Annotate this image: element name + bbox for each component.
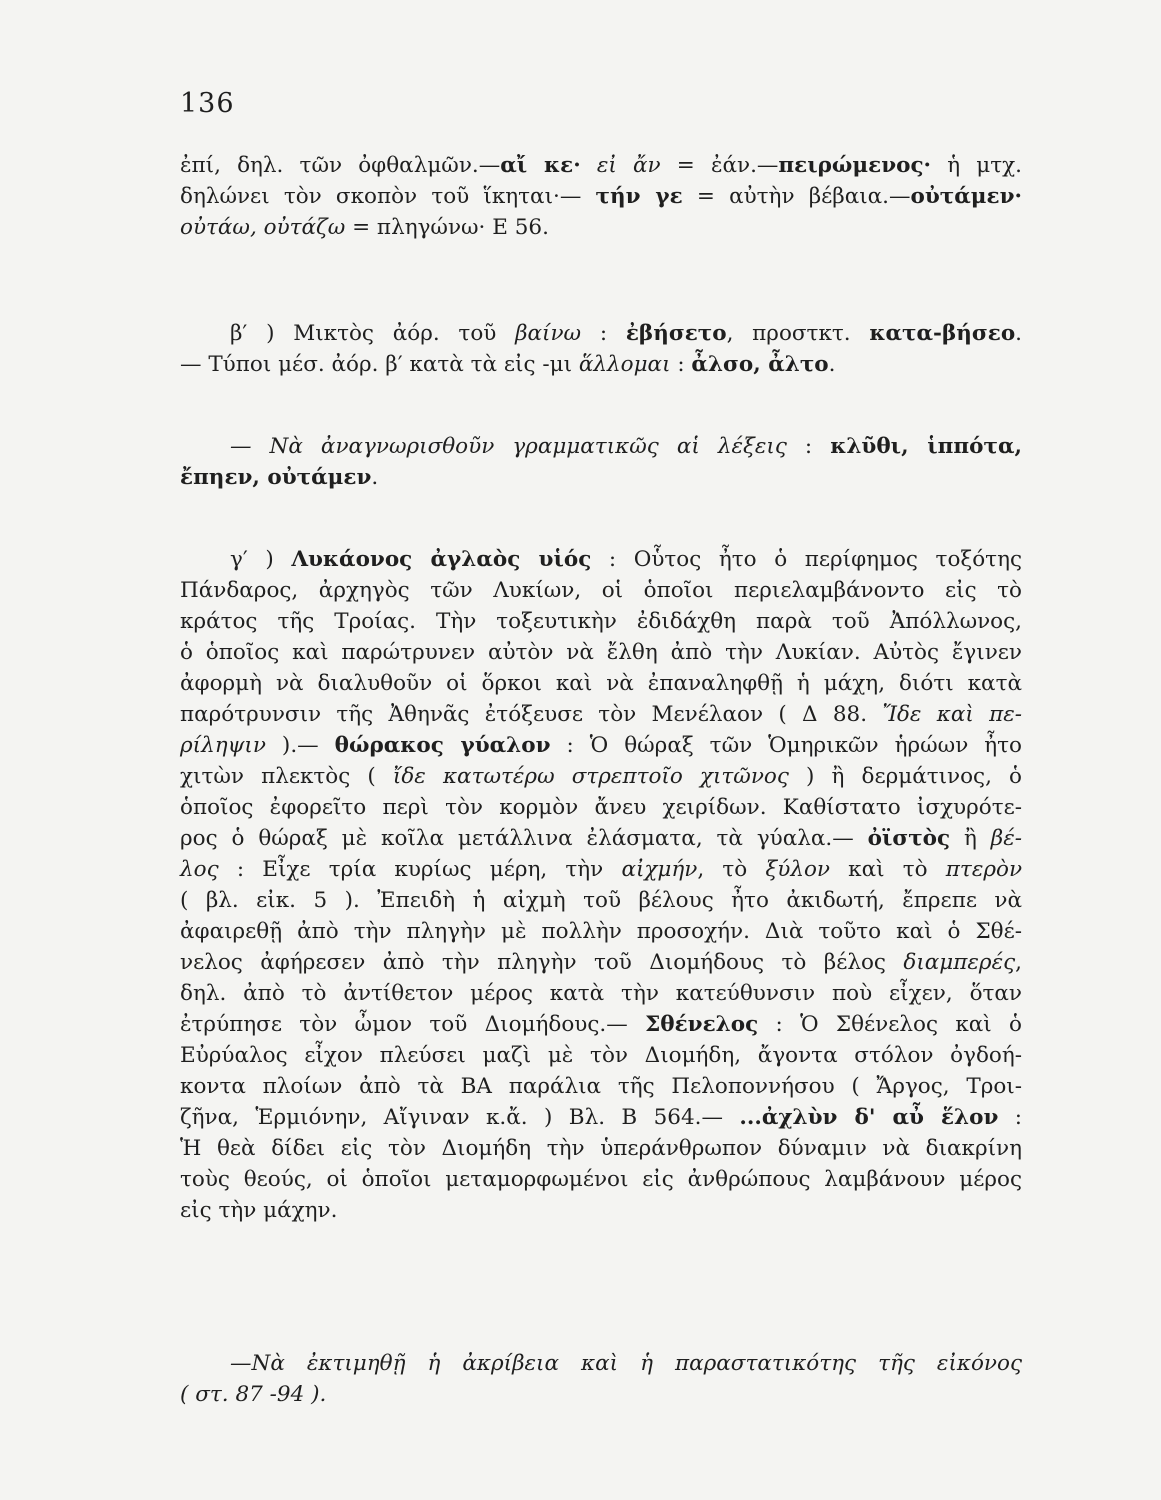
bold-term: οὐτάμεν· [910,184,1022,209]
bold-term: κλῦθι, ἱππότα, [830,434,1022,459]
paragraph-5-exercise [180,1348,1022,1410]
text-run: ἐτρύπησε τὸν ὦμον τοῦ Διομήδους.— [180,1012,646,1037]
bold-term: κατα-βήσεο [869,321,1016,346]
italic-text: πτερὸν [945,857,1023,882]
text-run: ).— [265,733,335,758]
text-run: κράτος τῆς Τροίας. Τὴν τοξευτικὴν ἐδιδάχθη παρὰ τοῦ Ἀπόλλωνος, [180,609,1022,634]
text-run: Εὐρύαλος εἶχον πλεύσει μαζὶ μὲ τὸν Διομήδη, ἄγοντα στόλον ὀγδοή- [180,1043,1022,1068]
text-run: , προστκτ. [726,321,870,346]
italic-text: —Νὰ ἐκτιμηθῇ ἡ ἀκρίβεια καὶ ἡ παραστατικότης τῆς εἰκόνος [230,1351,1022,1376]
text-line [180,1040,1022,1071]
page-number: 136 [180,88,235,119]
text-line [180,854,1022,885]
text-run: νελος ἀφήρεσεν ἀπὸ τὴν πληγὴν τοῦ Διομήδους τὸ βέλος [180,950,904,975]
text-line [180,431,1022,462]
text-run: . [828,352,836,377]
italic-text: ρίληψιν [180,733,266,758]
bold-term: θώρακος γύαλον [334,733,551,758]
text-run: τοὺς θεούς, οἱ ὁποῖοι μεταμορφωμένοι εἰς ἀνθρώπους λαμβάνουν μέρος [180,1167,1022,1192]
text-run: καὶ τὸ [829,857,946,882]
italic-text: ξύλον [765,857,830,882]
text-run: κοντα πλοίων ἀπὸ τὰ ΒΑ παράλια τῆς Πελοποννήσου ( Ἄργος, Τροι- [180,1074,1022,1099]
text-run: γ′ ) [230,547,292,572]
text-run: : Ὁ θώραξ τῶν Ὁμηρικῶν ἡρώων ἦτο [550,733,1022,758]
paragraph-2-mixed-aorist [180,318,1022,380]
italic-text: βαίνω [515,321,582,346]
text-run: , [1015,950,1022,975]
italic-text: εἰ ἄν [596,153,661,178]
text-run: ζῆνα, Ἑρμιόνην, Αἴγιναν κ.ἄ. ) Βλ. Β 564.— [180,1105,740,1130]
text-run: δηλώνει τὸν σκοπὸν τοῦ ἵκηται·— [180,184,596,209]
text-line [180,544,1022,575]
text-line [180,575,1022,606]
italic-text: — Νὰ ἀναγνωρισθοῦν γραμματικῶς αἱ λέξεις [230,434,787,459]
italic-text: αἰχμήν [621,857,698,882]
text-line [180,462,1022,493]
text-line [180,1071,1022,1102]
text-run: : Εἶχε τρία κυρίως μέρη, τὴν [218,857,622,882]
text-run: Πάνδαρος, ἀρχηγὸς τῶν Λυκίων, οἱ ὁποῖοι περιελαμβάνοντο εἰς τὸ [180,578,1022,603]
italic-text: οὐτάω, οὐτάζω [180,215,346,240]
text-run: β′ ) Μικτὸς ἀόρ. τοῦ [230,321,516,346]
bold-term: ὀϊστὸς [867,826,951,851]
text-run: = αὐτὴν βέβαια.— [682,184,911,209]
text-run: . [371,465,379,490]
text-run: Ἡ θεὰ δίδει εἰς τὸν Διομήδη τὴν ὑπεράνθρωπον δύναμιν νὰ διακρίνη [180,1136,1022,1161]
text-run: δηλ. ἀπὸ τὸ ἀντίθετον μέρος κατὰ τὴν κατεύθυνσιν ποὺ εἶχεν, ὅταν [180,981,1022,1006]
text-run: ἀφορμὴ νὰ διαλυθοῦν οἱ ὅρκοι καὶ νὰ ἐπαναληφθῇ ἡ μάχη, διότι κατὰ [180,671,1022,696]
text-run: ὁ ὁποῖος καὶ παρώτρυνεν αὐτὸν νὰ ἔλθη ἀπὸ τὴν Λυκίαν. Αὐτὸς ἔγινεν [180,640,1022,665]
bold-term: Λυκάονος ἀγλαὸς υἱός [291,547,592,572]
text-run: ρος ὁ θώραξ μὲ κοῖλα μετάλλινα ἐλάσματα, τὰ γύαλα.— [180,826,868,851]
text-line [180,318,1022,349]
text-run: ) ἢ δερμάτινος, ὁ [788,764,1022,789]
text-line [180,792,1022,823]
paragraph-3-exercise [180,431,1022,493]
text-run: : [998,1105,1023,1130]
bold-term: ...ἀχλὺν δ' αὖ ἕλον [739,1105,999,1130]
text-run: : [786,434,831,459]
text-line [180,1348,1022,1379]
text-line [180,212,1022,243]
text-line [180,1164,1022,1195]
text-line [180,1133,1022,1164]
text-run: εἰς τὴν μάχην. [180,1198,338,1223]
text-run: ὁποῖος ἐφορεῖτο περὶ τὸν κορμὸν ἄνευ χειρίδων. Καθίστατο ἰσχυρότε- [180,795,1022,820]
text-run: . [1015,321,1022,346]
text-line [180,1195,1022,1226]
text-line [180,730,1022,761]
text-run: χιτὼν πλεκτὸς ( [180,764,393,789]
italic-text: Ἴδε καὶ πε- [882,702,1023,727]
text-line [180,1102,1022,1133]
bold-term: ἆλσο, ἆλτο [691,352,829,377]
italic-text: ἅλλομαι [578,352,671,377]
italic-text: ( στ. 87 -94 ). [180,1382,327,1407]
text-run: — Τύποι μέσ. ἀόρ. β′ κατὰ τὰ εἰς -μι [180,352,579,377]
text-line [180,761,1022,792]
text-run: παρότρυνσιν τῆς Ἀθηνᾶς ἐτόξευσε τὸν Μενέλαον ( Δ 88. [180,702,883,727]
italic-text: ἴδε κατωτέρω στρεπτοῖο χιτῶνος [392,764,789,789]
paragraph-4-pandarus [180,544,1022,1226]
bold-term: τήν γε [595,184,683,209]
text-run: ( βλ. εἰκ. 5 ). Ἐπειδὴ ἡ αἰχμὴ τοῦ βέλους ἦτο ἀκιδωτή, ἔπρεπε νὰ [180,888,1022,913]
bold-term: πειρώμενος· [778,153,932,178]
paragraph-1 [180,150,1022,243]
text-line [180,637,1022,668]
text-run: ἐπί, δηλ. τῶν ὀφθαλμῶν.— [180,153,501,178]
bold-term: Σθένελος [645,1012,759,1037]
bold-term: ἐβήσετο [625,321,727,346]
text-run: = ἐάν.— [660,153,779,178]
text-run: : [670,352,692,377]
text-run [581,153,597,178]
text-line [180,916,1022,947]
bold-term: αἴ κε· [500,153,581,178]
text-line [180,349,1022,380]
text-run: , τὸ [697,857,766,882]
text-run: = πληγώνω· Ε 56. [345,215,549,240]
text-line [180,150,1022,181]
italic-text: βέ- [990,826,1022,851]
text-line [180,1379,1022,1410]
text-line [180,947,1022,978]
text-run: : [581,321,626,346]
text-run: : Ὁ Σθένελος καὶ ὁ [758,1012,1022,1037]
text-run: ἡ μτχ. [931,153,1023,178]
text-line [180,699,1022,730]
text-run: ἢ [950,826,991,851]
text-line [180,885,1022,916]
text-run: : Οὗτος ἦτο ὁ περίφημος τοξότης [591,547,1022,572]
text-line [180,978,1022,1009]
bold-term: ἔπηεν, οὐτάμεν [180,465,372,490]
text-line [180,1009,1022,1040]
italic-text: διαμπερές [903,950,1016,975]
text-line [180,606,1022,637]
text-run: ἀφαιρεθῇ ἀπὸ τὴν πληγὴν μὲ πολλὴν προσοχήν. Διὰ τοῦτο καὶ ὁ Σθέ- [180,919,1022,944]
text-line [180,668,1022,699]
italic-text: λος [180,857,219,882]
text-line [180,181,1022,212]
text-line [180,823,1022,854]
